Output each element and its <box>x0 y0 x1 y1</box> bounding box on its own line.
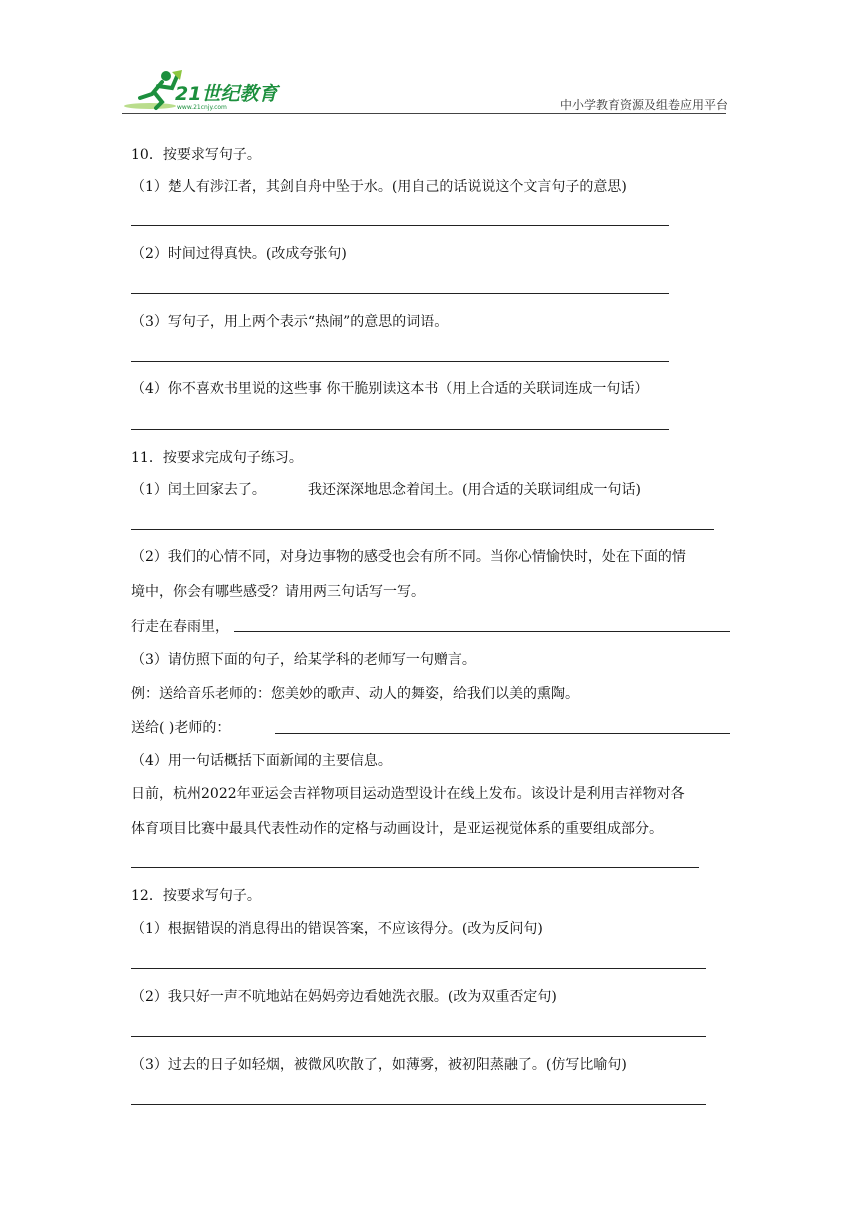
header-divider <box>122 113 726 114</box>
answer-line[interactable] <box>131 361 669 362</box>
q10-s3: （3）写句子，用上两个表示“热闹”的意思的词语。 <box>131 314 449 330</box>
q12-s1: （1）根据错误的消息得出的错误答案，不应该得分。(改为反问句) <box>131 921 543 937</box>
answer-line[interactable] <box>131 429 669 430</box>
q11-s3-example: 例：送给音乐老师的：您美妙的歌声、动人的舞姿，给我们以美的熏陶。 <box>131 686 579 702</box>
answer-line[interactable] <box>131 968 706 969</box>
answer-line[interactable] <box>131 1104 706 1105</box>
q10-title: 10．按要求写句子。 <box>131 147 261 163</box>
q11-title: 11．按要求完成句子练习。 <box>131 450 303 466</box>
page-header <box>0 0 860 120</box>
q11-s3: （3）请仿照下面的句子，给某学科的老师写一句赠言。 <box>131 652 476 668</box>
answer-line[interactable] <box>131 225 669 226</box>
answer-line[interactable] <box>131 293 669 294</box>
platform-name: 中小学教育资源及组卷应用平台 <box>559 98 728 112</box>
logo-text: 21世纪教育 <box>175 83 278 105</box>
answer-line[interactable] <box>131 1036 706 1037</box>
q12-s3: （3）过去的日子如轻烟，被微风吹散了，如薄雾，被初阳蒸融了。(仿写比喻句) <box>131 1057 627 1073</box>
q11-s4-news-line2: 体育项目比赛中最具代表性动作的定格与动画设计，是亚运视觉体系的重要组成部分。 <box>131 821 663 837</box>
q11-s1-part1: （1）闰土回家去了。 <box>131 482 266 498</box>
q10-s4: （4）你不喜欢书里说的这些事 你干脆别读这本书（用上合适的关联词连成一句话） <box>131 381 649 397</box>
q11-s4: （4）用一句话概括下面新闻的主要信息。 <box>131 753 392 769</box>
q10-s1: （1）楚人有涉江者，其剑自舟中坠于水。(用自己的话说说这个文言句子的意思) <box>131 179 627 195</box>
q11-s2-line1: （2）我们的心情不同，对身边事物的感受也会有所不同。当你心情愉快时，处在下面的情 <box>131 549 686 565</box>
q12-title: 12．按要求写句子。 <box>131 888 261 904</box>
q11-s4-news-line1: 日前，杭州2022年亚运会吉祥物项目运动造型设计在线上发布。该设计是利用吉祥物对各 <box>131 786 685 802</box>
answer-line[interactable] <box>234 631 730 632</box>
answer-line[interactable] <box>131 867 699 868</box>
logo-url: www.21cnjy.com <box>177 104 227 111</box>
q12-s2: （2）我只好一声不吭地站在妈妈旁边看她洗衣服。(改为双重否定句) <box>131 989 557 1005</box>
q10-s2: （2）时间过得真快。(改成夸张句) <box>131 246 347 262</box>
q11-s2-prompt: 行走在春雨里， <box>131 619 229 635</box>
answer-line[interactable] <box>131 529 714 530</box>
q11-s3-prompt: 送给( )老师的： <box>131 720 231 736</box>
q11-s1-part2: 我还深深地思念着闰土。(用合适的关联词组成一句话) <box>308 482 641 498</box>
q11-s2-line2: 境中，你会有哪些感受？请用两三句话写一写。 <box>131 584 425 600</box>
answer-line[interactable] <box>275 733 730 734</box>
